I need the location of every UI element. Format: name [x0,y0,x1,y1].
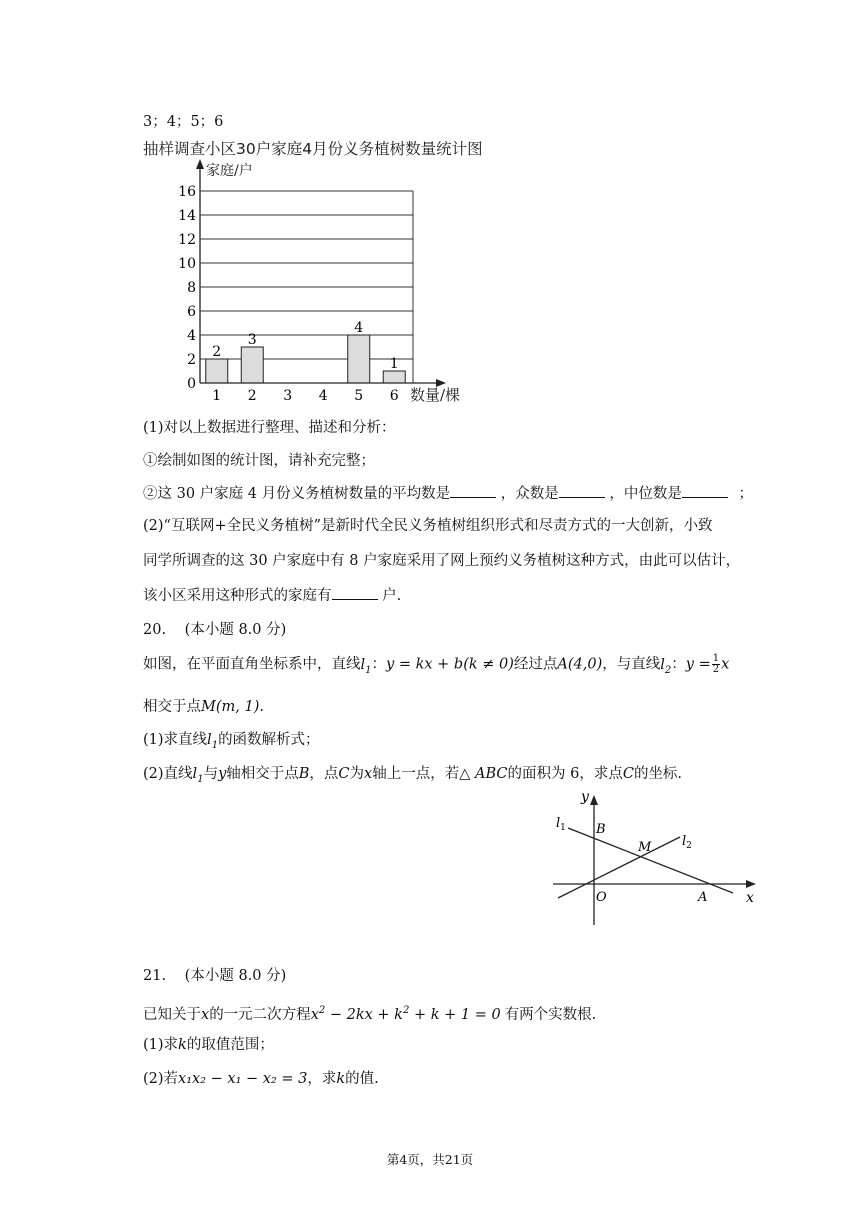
q21-x-var: x [201,1006,210,1023]
y-tick-label: 10 [178,256,196,272]
x-tick-label: 5 [354,388,364,404]
q20-header [143,620,286,640]
q21-stem-text-a: 已知关于 [143,1006,201,1023]
x-axis-label: 数量/棵 [410,386,461,404]
line-l2 [558,837,680,898]
y-tick-label: 0 [187,376,196,392]
q19-part1b-text-b: ，众数是 [500,486,559,502]
q21-part2-text-a: (2)若 [143,1071,179,1087]
bar-chart [140,155,480,410]
q20-stem-text-c: ，与直线 [602,656,661,673]
q19-part2-line3 [143,585,401,606]
y-var: y [218,766,227,782]
l1-symbol: $l_1$ [360,656,372,676]
l2-equation: y = [685,656,711,673]
q20-stem-text-b: 经过点 [513,656,558,673]
l1-symbol-p2: $l_1$ [192,766,204,785]
bar-data-label: 1 [389,356,399,372]
fig-y-arrow-icon [590,795,598,805]
mean-blank[interactable] [450,483,496,498]
q21-part1-text-a: (1)求 [143,1037,179,1053]
l2-symbol: $l_2$ [660,656,672,676]
q21-part2-text-c: 的值. [345,1071,379,1087]
x-var: x [364,766,373,782]
q19-part1b-text-d: ； [738,486,753,502]
bar-6 [383,371,405,383]
q19-part1b-text-c: ，中位数是 [609,486,682,502]
q21-k-var-2: k [336,1071,346,1087]
triangle-abc: △ ABC [459,766,508,782]
x-tick-label: 2 [247,388,257,404]
q20-part2-text-d: ，点 [309,766,339,782]
data-line: 3；4；5；6 [143,114,224,130]
q19-part1b-text-a: ②这 30 户家庭 4 月份义务植树数量的平均数是 [143,486,451,502]
q20-part2-text-f: 轴上一点，若 [372,766,460,782]
fig-label-a: A [698,890,708,905]
point-b: B [298,766,310,782]
q21-stem-text-c: 有两个实数根. [504,1006,597,1023]
bar-data-label: 3 [247,332,257,348]
fig-label-l1: $l_1$ [556,816,566,833]
point-m-coord: M(m, 1) [201,699,260,715]
q21-part2-text-b: ，求 [307,1071,337,1087]
q20-part1-text-a: (1)求直线 [143,732,208,748]
x-tick-label: 4 [318,388,328,404]
point-a-coord: A(4,0) [557,656,603,673]
q21-part1-text-b: 的取值范围； [186,1037,274,1053]
q20-stem-line1: 如图，在平面直角坐标系中，直线$l_1$：y = kx + b(k ≠ 0)经过点A(4,0)，与直线$l_2$：y = $\frac{1}{2}$ x [143,653,730,676]
page-footer: 第4页，共21页 [386,1152,474,1167]
q21-header [143,966,286,986]
fig-label-y: y [581,789,589,805]
q20-number: 20. [143,622,167,638]
y-tick-label: 6 [187,304,196,320]
q20-stem-line2: 相交于点M(m, 1). [143,699,264,715]
q20-part2-text-g: 的面积为 6，求点 [507,766,623,782]
y-tick-label: 8 [187,280,196,296]
bar-2 [241,347,263,383]
x-tick-label: 1 [212,388,222,404]
q19-part2-text-a: 该小区采用这种形式的家庭有 [143,588,332,604]
fig-label-o: O [596,890,607,905]
q19-part1: (1)对以上数据进行整理、描述和分析： [143,420,396,436]
fig-label-m: M [638,840,652,855]
y-tick-label: 16 [178,184,196,200]
bar-data-label: 2 [212,344,222,360]
q21-k-var: k [178,1037,187,1053]
y-tick-label: 2 [187,352,196,368]
point-c-2: C [622,766,634,782]
q20-part2-text-a: (2)直线 [143,766,193,782]
coordinate-figure [548,785,768,930]
q19-part2-line1: (2)“互联网+全民义务植树”是新时代全民义务植树组织形式和尽责方式的一大创新，小致 [143,518,713,534]
q20-stem-text-a: 如图，在平面直角坐标系中，直线 [143,656,361,673]
y-tick-label: 12 [178,232,196,248]
l1-equation: y = kx + b(k ≠ 0) [386,656,514,673]
q20-part1 [143,730,320,756]
q21-condition: x₁x₂ − x₁ − x₂ = 3 [178,1071,308,1087]
line-l1 [568,828,733,893]
one-half-fraction: $\frac{1}{2}$ [712,653,720,675]
estimate-blank[interactable] [332,585,378,600]
bar-data-label: 4 [354,320,364,336]
fig-label-x: x [746,890,754,906]
q20-part2-text-e: 为 [349,766,365,782]
quadratic-equation: $x^2 - 2kx + k^2 + k + 1 = 0$ [310,1005,501,1023]
q21-number: 21. [143,968,167,984]
q20-part2-text-h: 的坐标. [633,766,683,782]
y-axis-arrow-icon [196,159,204,169]
bar-5 [348,335,370,383]
x-tick-label: 3 [283,388,293,404]
chart-title: 抽样调查小区30户家庭4月份义务植树数量统计图 [143,140,483,158]
q20-score: (本小题 8.0 分) [184,622,287,638]
bar-1 [206,359,228,383]
q21-part2 [143,1069,379,1089]
q19-part2-text-b: 户. [382,588,402,604]
median-blank[interactable] [682,483,728,498]
y-tick-label: 4 [187,328,196,344]
q20-stem-text-d: 相交于点 [143,699,201,715]
point-c: C [338,766,350,782]
l2-x-var: x [721,656,730,673]
y-tick-label: 14 [178,208,196,224]
q20-part2-text-b: 与 [203,766,219,782]
q19-part1a: ①绘制如图的统计图，请补充完整； [143,453,375,469]
q21-stem [143,1001,596,1025]
q19-part1b [143,483,753,504]
fig-x-arrow-icon [746,880,756,888]
q20-part1-text-b: 的函数解析式； [218,732,320,748]
y-axis-label: 家庭/户 [206,163,253,179]
q20-part2-text-c: 轴相交于点 [226,766,299,782]
q21-stem-text-b: 的一元二次方程 [209,1006,311,1023]
q21-score: (本小题 8.0 分) [184,968,287,984]
q19-part2-line2: 同学所调查的这 30 户家庭中有 8 户家庭采用了网上预约义务植树这种方式，由此可以估计， [143,553,741,569]
mode-blank[interactable] [559,483,605,498]
x-tick-label: 6 [389,388,399,404]
l1-symbol-p1: $l_1$ [207,732,219,751]
fig-label-b: B [596,822,606,837]
fig-label-l2: $l_2$ [682,834,692,851]
q21-part1 [143,1035,274,1055]
